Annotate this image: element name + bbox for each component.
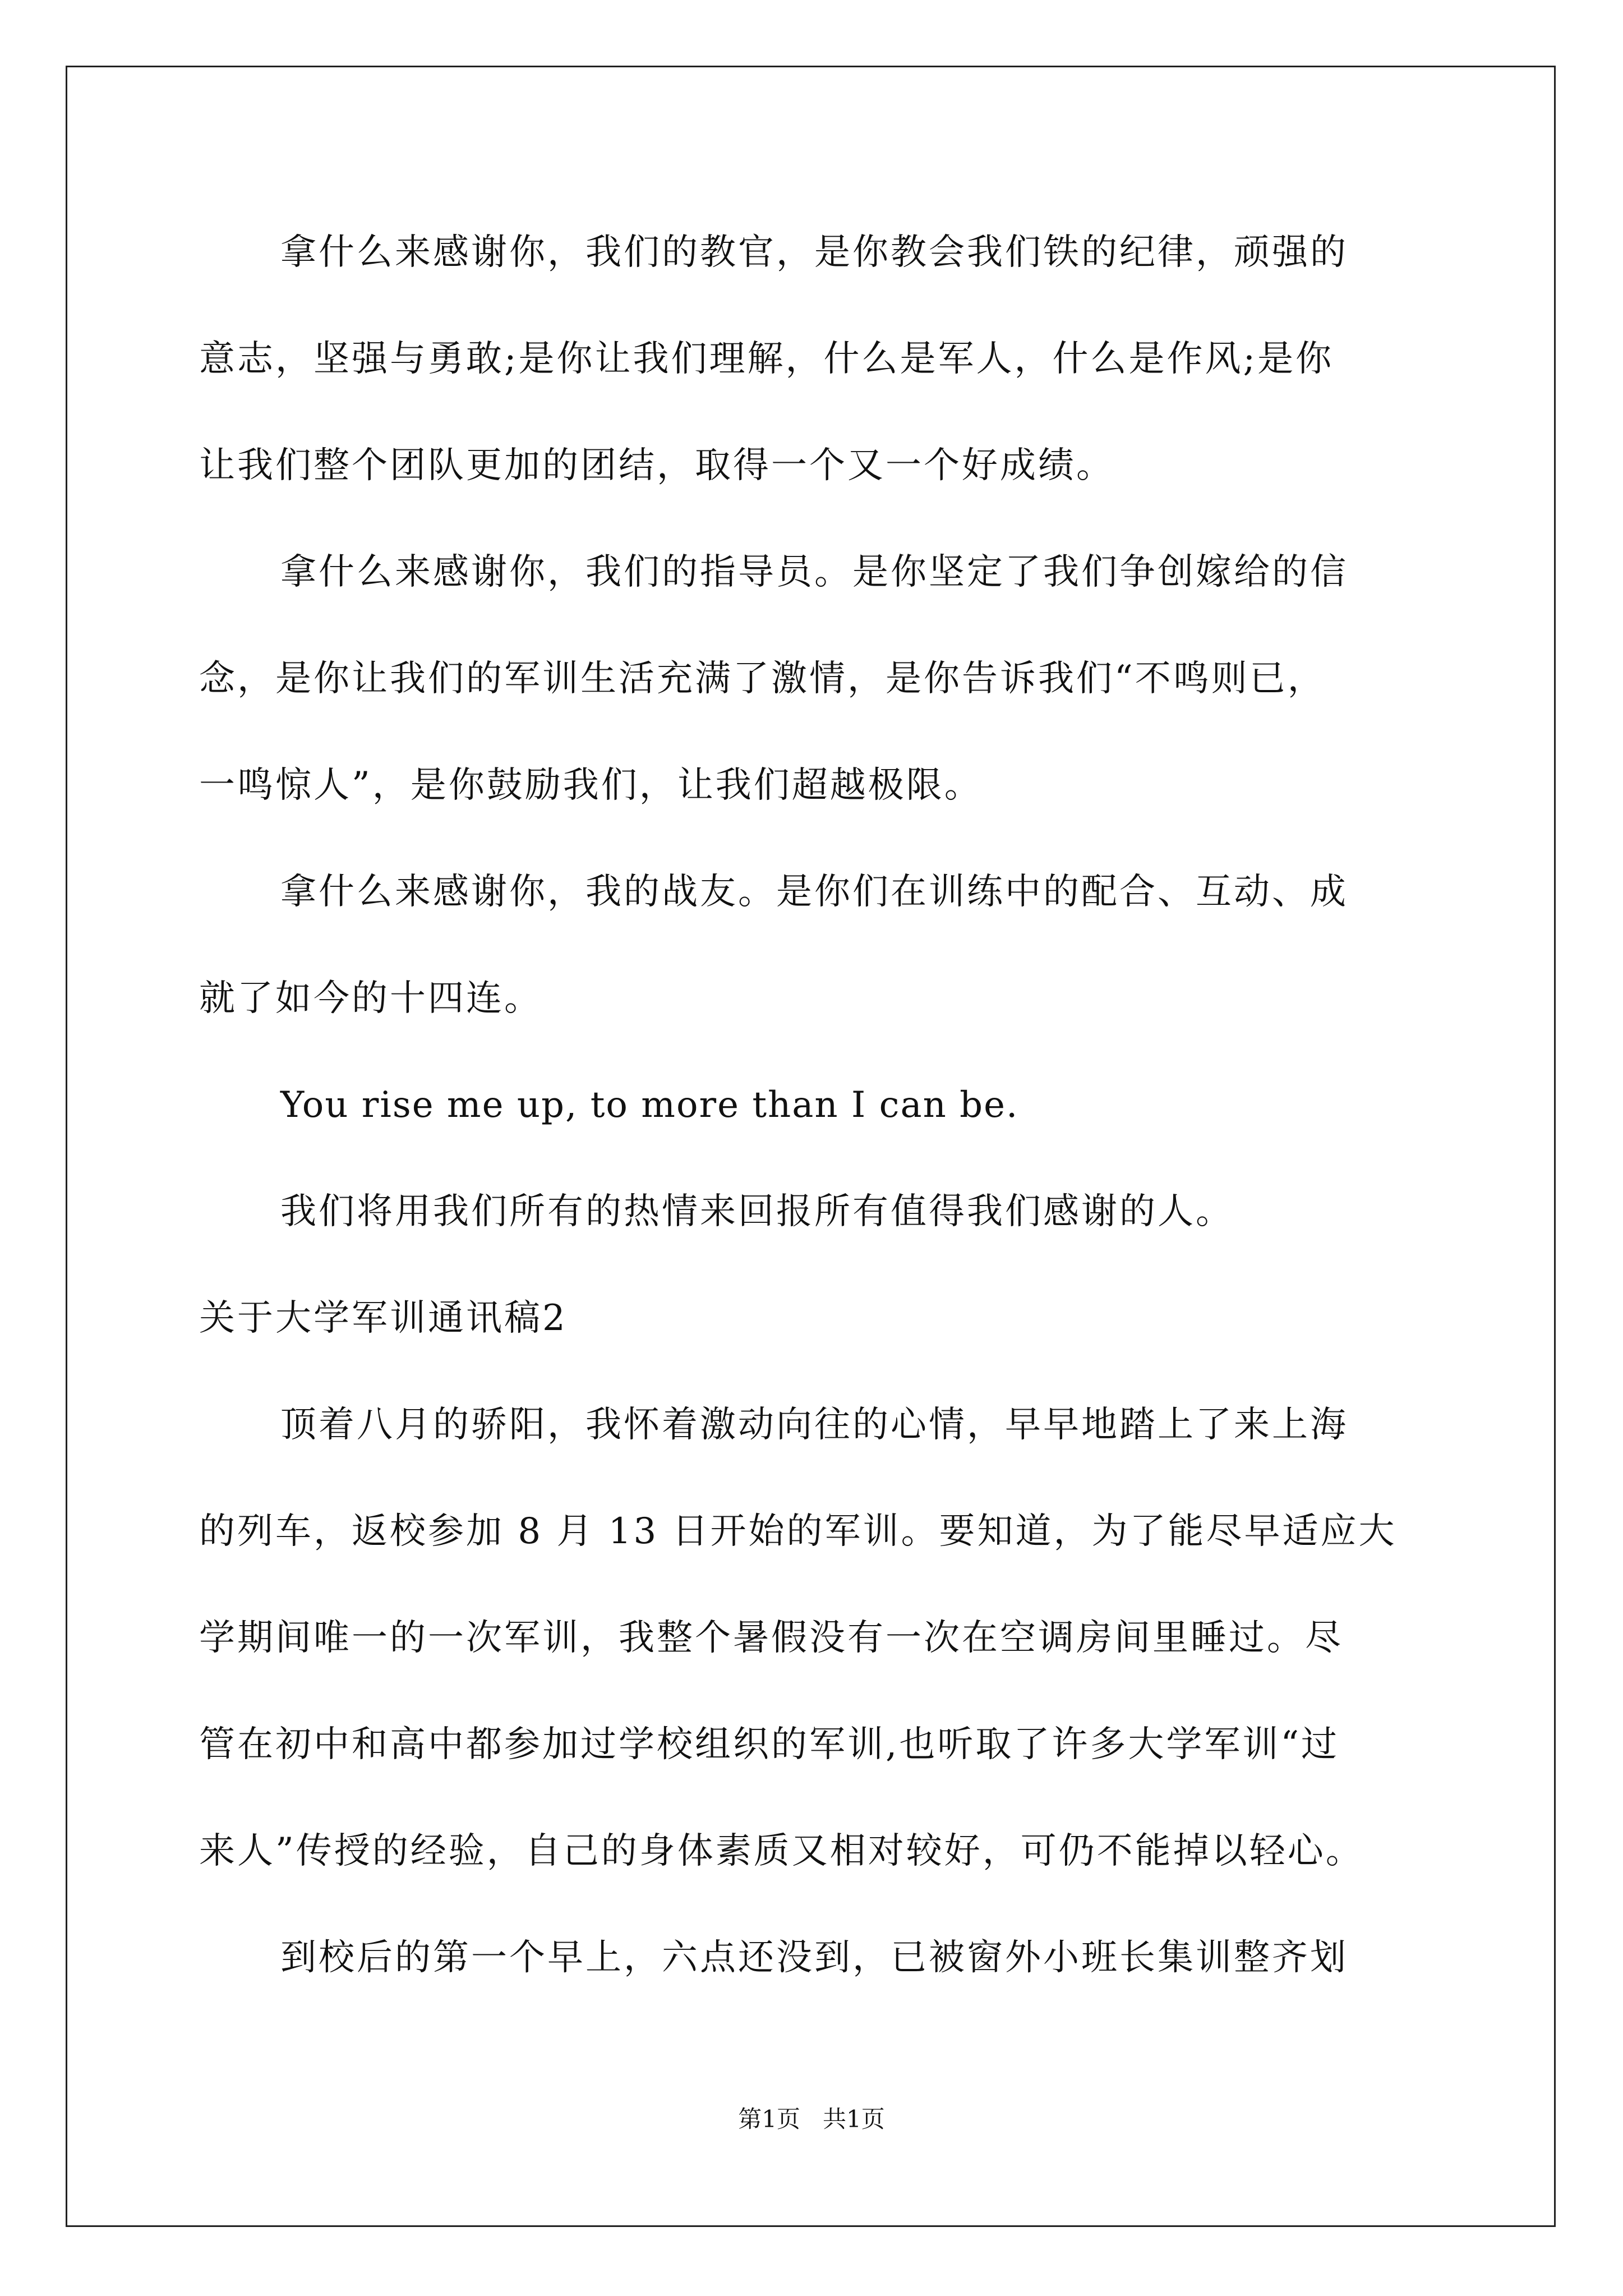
paragraph-line: 就了如今的十四连。 [199,978,542,1019]
paragraph-line: 学期间唯一的一次军训，我整个暑假没有一次在空调房间里睡过。尽 [199,1617,1343,1659]
paragraph-line: 一鸣惊人”，是你鼓励我们，让我们超越极限。 [199,765,983,806]
paragraph-line: 来人”传授的经验，自己的身体素质又相对较好，可仍不能掉以轻心。 [199,1830,1364,1872]
page-number: 第1页 [738,2105,800,2133]
page-border [66,66,1556,2227]
paragraph-line: 意志，坚强与勇敢;是你让我们理解，什么是军人，什么是作风;是你 [199,338,1334,380]
paragraph-line: 拿什么来感谢你，我们的教官，是你教会我们铁的纪律，顽强的 [280,232,1348,273]
page-footer [0,2104,1623,2135]
paragraph-line: 顶着八月的骄阳，我怀着激动向往的心情，早早地踏上了来上海 [280,1404,1348,1446]
paragraph-line: 让我们整个团队更加的团结，取得一个又一个好成绩。 [199,445,1114,486]
paragraph-line: 的列车，返校参加 8 月 13 日开始的军训。要知道，为了能尽早适应大 [199,1511,1397,1552]
paragraph-line: You rise me up, to more than I can be. [280,1084,1019,1126]
paragraph-line: 管在初中和高中都参加过学校组织的军训,也听取了许多大学军训“过 [199,1724,1340,1765]
section-heading: 关于大学军训通讯稿2 [199,1297,568,1339]
paragraph-line: 我们将用我们所有的热情来回报所有值得我们感谢的人。 [280,1191,1234,1232]
page-total: 共1页 [823,2105,885,2133]
paragraph-line: 到校后的第一个早上，六点还没到，已被窗外小班长集训整齐划 [280,1937,1348,1978]
paragraph-line: 拿什么来感谢你，我的战友。是你们在训练中的配合、互动、成 [280,871,1348,913]
paragraph-line: 念，是你让我们的军训生活充满了激情，是你告诉我们“不鸣则已， [199,658,1326,700]
paragraph-line: 拿什么来感谢你，我们的指导员。是你坚定了我们争创嫁给的信 [280,551,1348,593]
